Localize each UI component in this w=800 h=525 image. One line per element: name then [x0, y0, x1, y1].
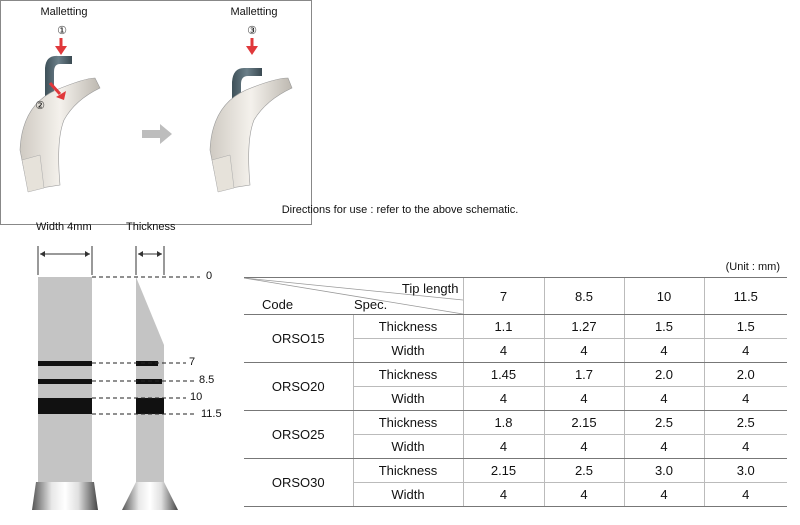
malletting-label-right: Malletting: [230, 6, 278, 18]
schematic-caption: Directions for use : refer to the above schematic.: [281, 204, 519, 216]
value-cell: 4: [704, 435, 787, 459]
spec-label: Width: [353, 387, 463, 411]
header-tip-length: Tip length: [401, 281, 459, 296]
value-cell: 1.1: [463, 315, 544, 339]
value-cell: 4: [624, 435, 704, 459]
table-row: [244, 411, 787, 435]
spec-label: Width: [353, 339, 463, 363]
value-cell: 4: [544, 435, 624, 459]
spec-label: Width: [353, 483, 463, 507]
spec-label: Thickness: [353, 459, 463, 483]
table-header-row: [244, 278, 787, 315]
malletting-arrow-3: [246, 38, 258, 55]
step-1-marker: ①: [57, 25, 67, 37]
thickness-label: Thickness: [126, 221, 176, 233]
mark-8-5: 8.5: [199, 374, 215, 386]
mark-11-5: 11.5: [201, 408, 222, 420]
unit-label: (Unit : mm): [725, 261, 780, 273]
value-cell: 4: [704, 339, 787, 363]
header-code: Code: [262, 297, 294, 312]
code-cell: ORSO20: [244, 363, 353, 411]
value-cell: 4: [463, 483, 544, 507]
col-header: 10: [624, 278, 704, 315]
col-header: 8.5: [544, 278, 624, 315]
value-cell: 4: [544, 339, 624, 363]
value-cell: 4: [544, 483, 624, 507]
header-corner-cell: [244, 278, 463, 315]
value-cell: 1.7: [544, 363, 624, 387]
value-cell: 4: [463, 387, 544, 411]
spec-table: [244, 277, 787, 507]
table-row: [244, 363, 787, 387]
step-2-marker: ②: [35, 100, 45, 112]
spec-label: Thickness: [353, 411, 463, 435]
width-label: Width 4mm: [36, 221, 92, 233]
value-cell: 3.0: [624, 459, 704, 483]
value-cell: 1.45: [463, 363, 544, 387]
handle-base-right: [122, 482, 178, 510]
value-cell: 2.5: [544, 459, 624, 483]
code-cell: ORSO30: [244, 459, 353, 507]
value-cell: 4: [463, 339, 544, 363]
mark-0: 0: [206, 270, 213, 282]
value-cell: 4: [624, 339, 704, 363]
malletting-label-left: Malletting: [40, 6, 88, 18]
spec-label: Thickness: [353, 315, 463, 339]
table-row: [244, 315, 787, 339]
value-cell: 1.5: [624, 315, 704, 339]
handle-base-left: [32, 482, 98, 510]
col-header: 7: [463, 278, 544, 315]
value-cell: 4: [624, 483, 704, 507]
col-header: 11.5: [704, 278, 787, 315]
value-cell: 2.0: [624, 363, 704, 387]
value-cell: 4: [704, 387, 787, 411]
mark-10: 10: [190, 391, 203, 403]
header-spec: Spec.: [354, 297, 388, 312]
code-cell: ORSO15: [244, 315, 353, 363]
spec-label: Width: [353, 435, 463, 459]
value-cell: 2.0: [704, 363, 787, 387]
value-cell: 4: [704, 483, 787, 507]
code-cell: ORSO25: [244, 411, 353, 459]
value-cell: 2.15: [544, 411, 624, 435]
step-3-marker: ③: [247, 25, 257, 37]
tip-diagram: [0, 0, 240, 525]
value-cell: 2.5: [624, 411, 704, 435]
value-cell: 1.27: [544, 315, 624, 339]
table-row: [244, 459, 787, 483]
value-cell: 4: [463, 435, 544, 459]
mark-7: 7: [189, 356, 196, 368]
value-cell: 4: [624, 387, 704, 411]
value-cell: 3.0: [704, 459, 787, 483]
value-cell: 2.5: [704, 411, 787, 435]
value-cell: 1.5: [704, 315, 787, 339]
value-cell: 1.8: [463, 411, 544, 435]
value-cell: 4: [544, 387, 624, 411]
spec-label: Thickness: [353, 363, 463, 387]
value-cell: 2.15: [463, 459, 544, 483]
